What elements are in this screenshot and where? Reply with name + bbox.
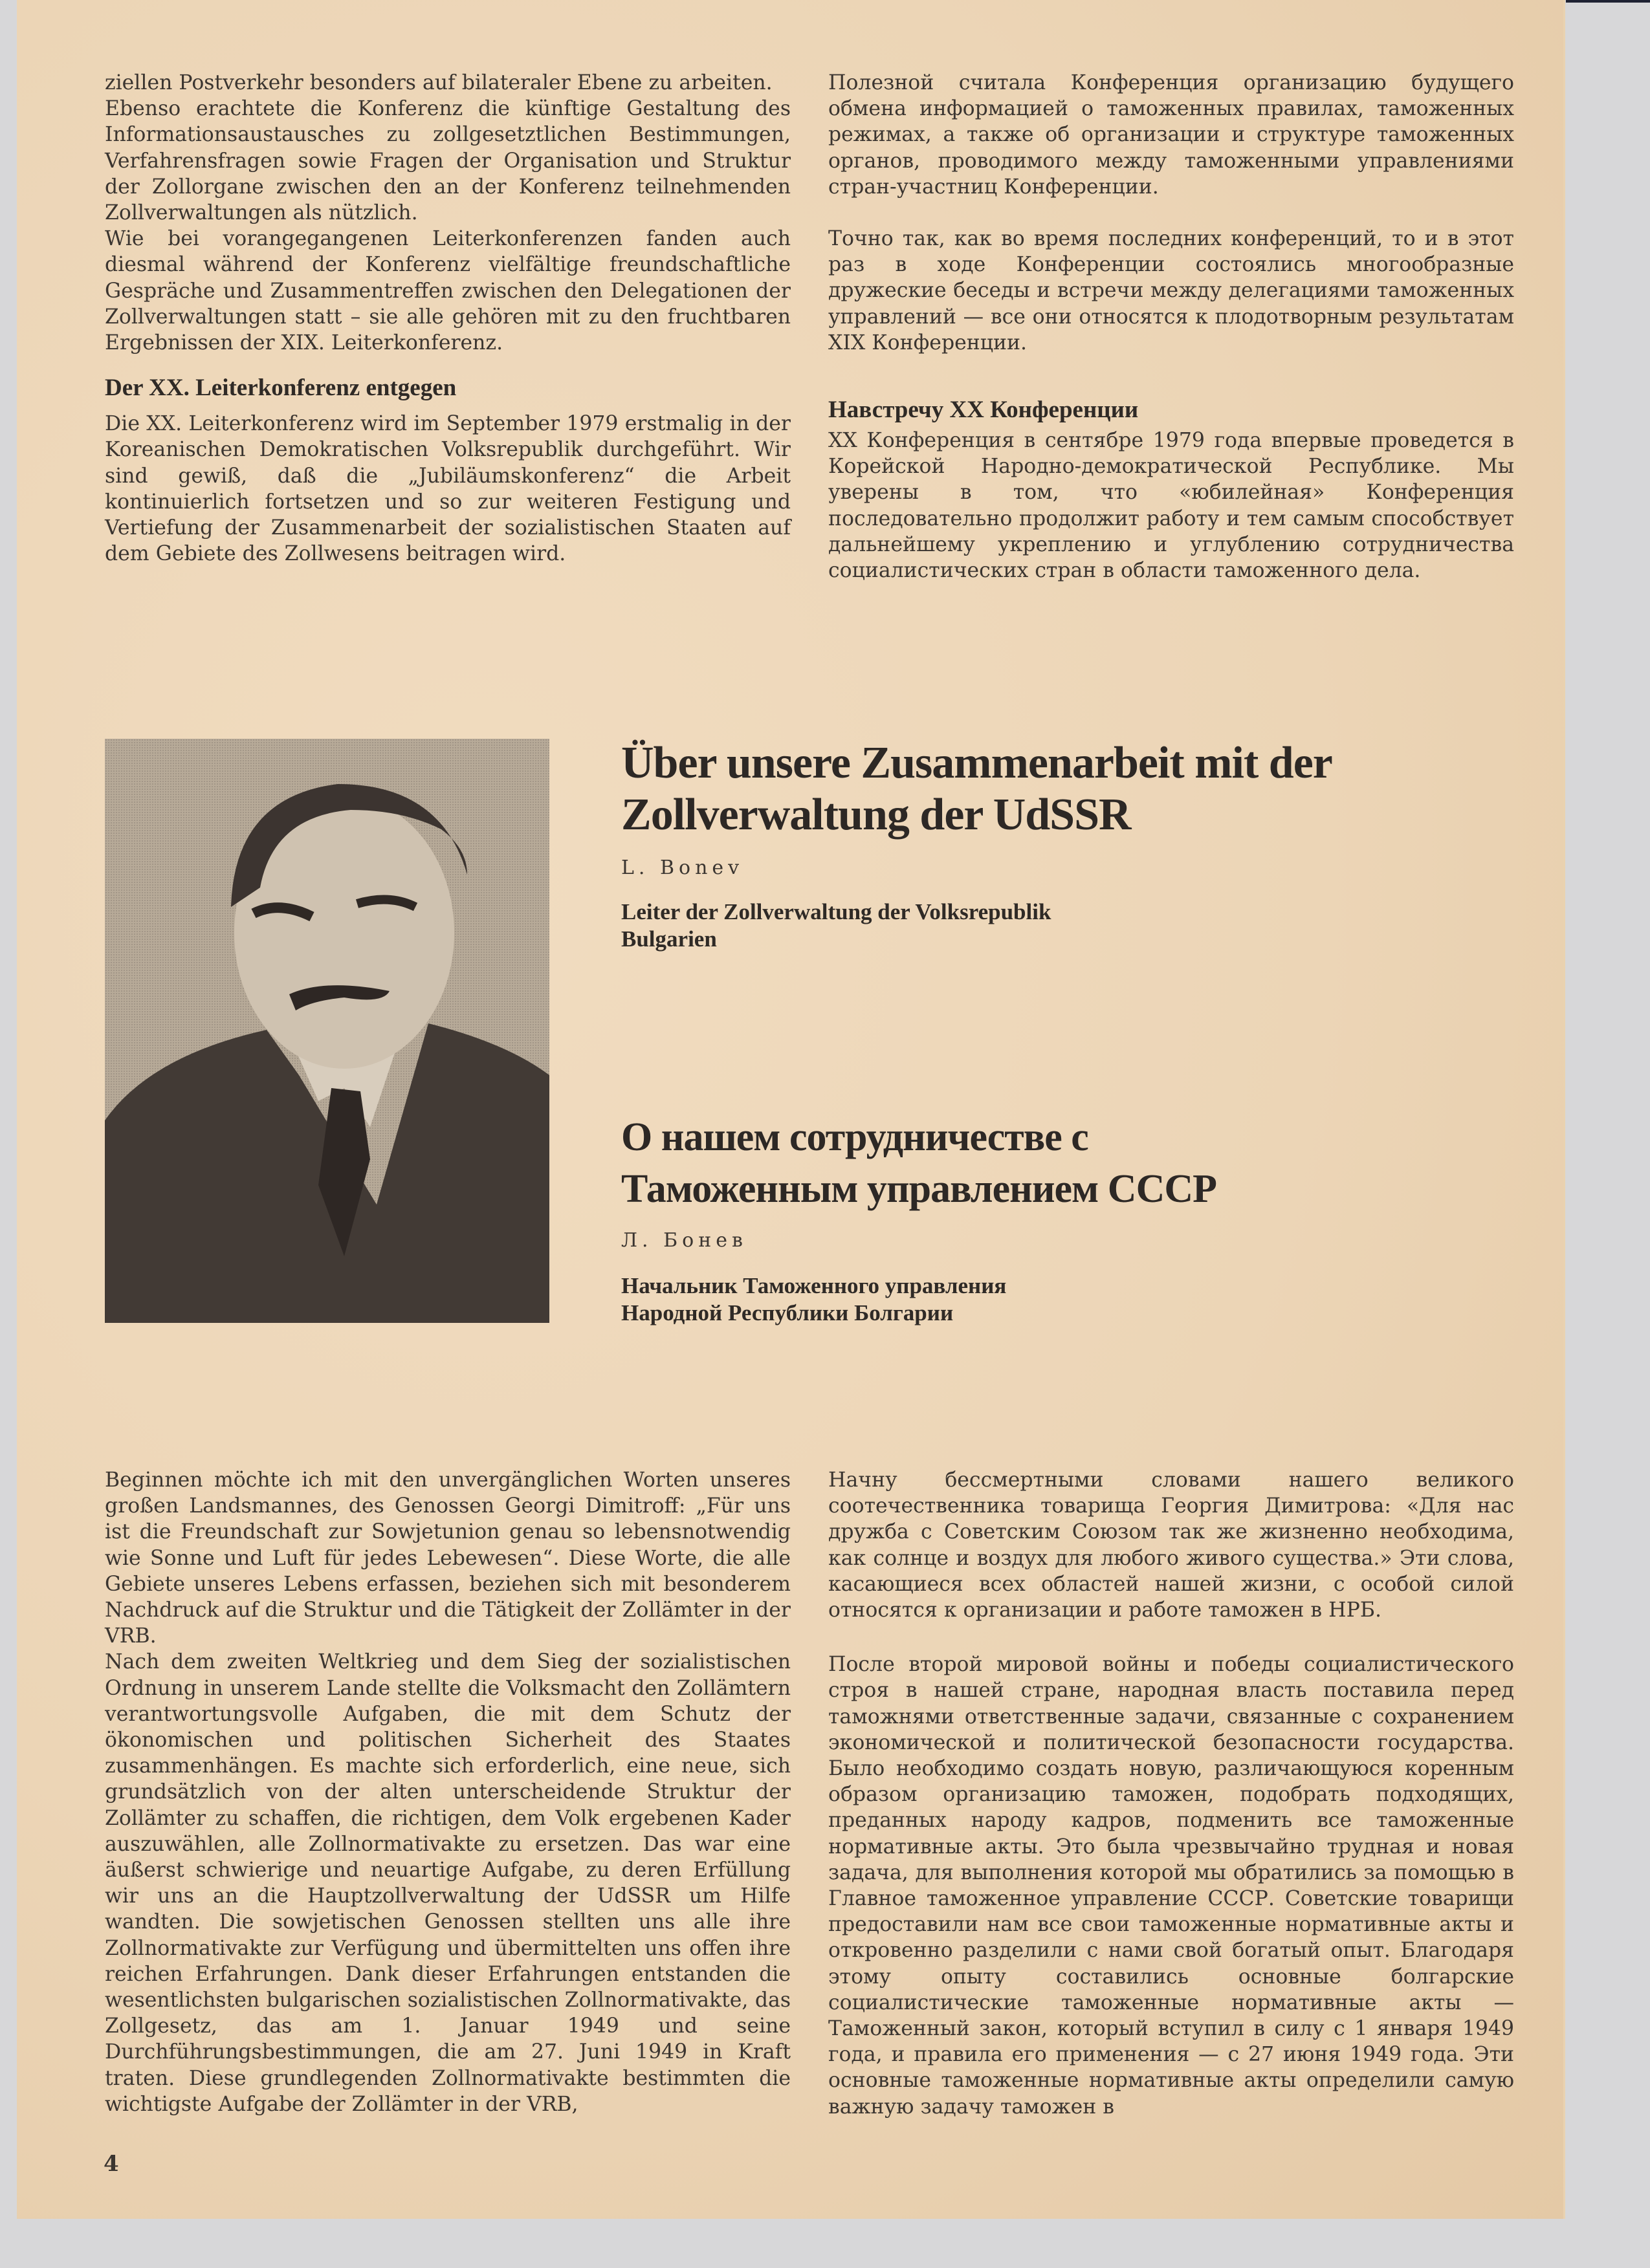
german-title-block: [621, 737, 1430, 953]
paragraph: Точно так, как во время последних конференций, то и в этот раз в ходе Конференции состоялись многообразные дружеские беседы и встречи между делегациями таможенных управлений — все они относятся к плодотворным результатам XIX Конференции.: [828, 227, 1514, 354]
top-german-column: [105, 70, 791, 567]
german-intro-text: [105, 70, 791, 356]
title-line: Zollverwaltung der UdSSR: [621, 790, 1131, 840]
paragraph: XX Конференция в сентябре 1979 года впервые проведется в Корейской Народно-демократической Республике. Мы уверены в том, что «юбилейная» Конференция последовательно продолжит работу и тем самым способствует дальнейшему укреплению и углублению сотрудничества социалистических стран в области таможенного дела.: [828, 429, 1514, 583]
role-line: Начальник Таможенного управления: [621, 1273, 1007, 1298]
russian-title-block: [621, 1111, 1430, 1327]
paragraph: Полезной считала Конференция организацию будущего обмена информацией о таможенных правилах, таможенных режимах, а также об организации и структуре таможенных органов, проводимого между таможенными управлениями стран-участниц Конференции.: [828, 71, 1514, 199]
russian-intro-text: [828, 70, 1514, 356]
title-line: Über unsere Zusammenarbeit mit der: [621, 738, 1332, 788]
paragraph: После второй мировой войны и победы социалистического строя в нашей стране, народная власть поставила перед таможнями ответственные задачи, связанные с сохранением экономической и политической безопасности государства. Было необходимо создать новую, различающуюся коренным образом организацию таможен, подобрать подходящих, преданных народу кадров, подменить все таможенные нормативные акты. Это была чрезвычайно трудная и новая задача, для выполнения которой мы обратились за помощью в Главное таможенное управление СССР. Советские товарищи предоставили нам все свои таможенные нормативные акты и откровенно разделили с нами свой богатый опыт. Благодаря этому опыту составились основные болгарские социалистические таможенные нормативные акты — Таможенный закон, который вступил в силу с 1 января 1949 года, и правила его применения — с 27 июня 1949 года. Эти основные таможенные нормативные акты определили самую важную задачу таможен в: [828, 1653, 1514, 2119]
paragraph: Nach dem zweiten Weltkrieg und dem Sieg der sozialistischen Ordnung in unserem Lande stellte die Volksmacht den Zollämtern verantwortungsvolle Aufgaben, die mit dem Schutz der ökonomischen und politischen Sicherheit des Staates zusammenhängen. Es machte sich erforderlich, eine neue, sich grundsätzlich von der alten unterscheidende Struktur der Zollämter zu schaffen, die richtigen, dem Volk ergebenen Kader auszuwählen, alle Zollnormativakte zu ersetzen. Das war eine äußerst schwierige und neuartige Aufgabe, zu deren Erfüllung wir uns an die Hauptzollverwaltung der UdSSR um Hilfe wandten. Die sowjetischen Genossen stellten uns alle ihre Zollnormativakte zur Verfügung und übermittelten uns offen ihre reichen Erfahrungen. Dank dieser Erfahrungen entstanden die wesentlichsten bulgarischen sozialistischen Zollnormativakte, das Zollgesetz, das am 1. Januar 1949 und seine Durchführungsbestimmungen, die am 27. Juni 1949 in Kraft traten. Diese grundlegenden Zollnormativakte bestimmten die wichtigste Aufgabe der Zollämter in der VRB,: [105, 1650, 791, 2116]
title-line: О нашем сотрудничестве с: [621, 1115, 1088, 1159]
section-heading: Der XX. Leiterkonferenz entgegen: [105, 375, 457, 402]
page-number: 4: [104, 2151, 119, 2177]
paragraph: ziellen Postverkehr besonders auf bilateraler Ebene zu arbeiten.: [105, 71, 773, 94]
title-line: Таможенным управлением СССР: [621, 1167, 1216, 1211]
article-title-de: [621, 737, 1430, 841]
section-heading: Навстречу XX Конференции: [828, 397, 1139, 424]
paragraph: Beginnen möchte ich mit den unvergänglichen Worten unseres großen Landsmannes, des Genossen Georgi Dimitroff: „Für uns ist die Freundschaft zur Sowjetunion genau so lebensnotwendig wie Sonne und Luft für jedes Lebewesen“. Diese Worte, die alle Gebiete unseres Lebens erfassen, beziehen sich mit besonderem Nachdruck auf die Struktur und die Tätigkeit der Zollämter in der VRB.: [105, 1468, 791, 1648]
author-role-ru: [621, 1272, 1430, 1327]
author-portrait-photo: [105, 739, 549, 1323]
paragraph: Wie bei vorangegangenen Leiterkonferenzen fanden auch diesmal während der Konferenz vielfältige freundschaftliche Gespräche und Zusammentreffen zwischen den Delegationen der Zollverwaltungen statt – sie alle gehören mit zu den fruchtbaren Ergebnissen der XIX. Leiterkonferenz.: [105, 227, 791, 355]
author-name-ru: Л. Бонев: [621, 1229, 747, 1252]
paragraph: Ebenso erachtete die Konferenz die künftige Gestaltung des Informationsaustausches zu zollgesetztlichen Bestimmungen, Verfahrensfragen sowie Fragen der Organisation und Struktur der Zollorgane zwischen den an der Konferenz teilnehmenden Zollverwaltungen als nützlich.: [105, 97, 791, 225]
scanner-edge: [1566, 0, 1650, 3]
role-line: Народной Республики Болгарии: [621, 1300, 954, 1325]
author-role-de: [621, 899, 1430, 953]
top-russian-column: [828, 70, 1514, 583]
body-russian-column: [828, 1467, 1514, 2120]
body-german-column: [105, 1467, 791, 2117]
paragraph: Начну бессмертными словами нашего великого соотечественника товарища Георгия Димитрова: «Для нас дружба с Советским Союзом так же жизненно необходима, как солнце и воздух для любого живого существа.» Эти слова, касающиеся всех областей нашей жизни, с особой силой относятся к организации и работе таможен в НРБ.: [828, 1468, 1514, 1622]
role-line: Leiter der Zollverwaltung der Volksrepublik: [621, 899, 1051, 924]
article-title-ru: [621, 1111, 1430, 1215]
portrait-icon: [105, 739, 549, 1323]
paragraph: Die XX. Leiterkonferenz wird im September 1979 erstmalig in der Koreanischen Demokratischen Volksrepublik durchgeführt. Wir sind gewiß, daß die „Jubiläumskonferenz“ die Arbeit kontinuierlich fortsetzen und so zur weiteren Festigung und Vertiefung der Zusammenarbeit der sozialistischen Staaten auf dem Gebiete des Zollwesens beitragen wird.: [105, 412, 791, 566]
author-name-de: L. Bonev: [621, 856, 744, 879]
role-line: Bulgarien: [621, 926, 717, 952]
